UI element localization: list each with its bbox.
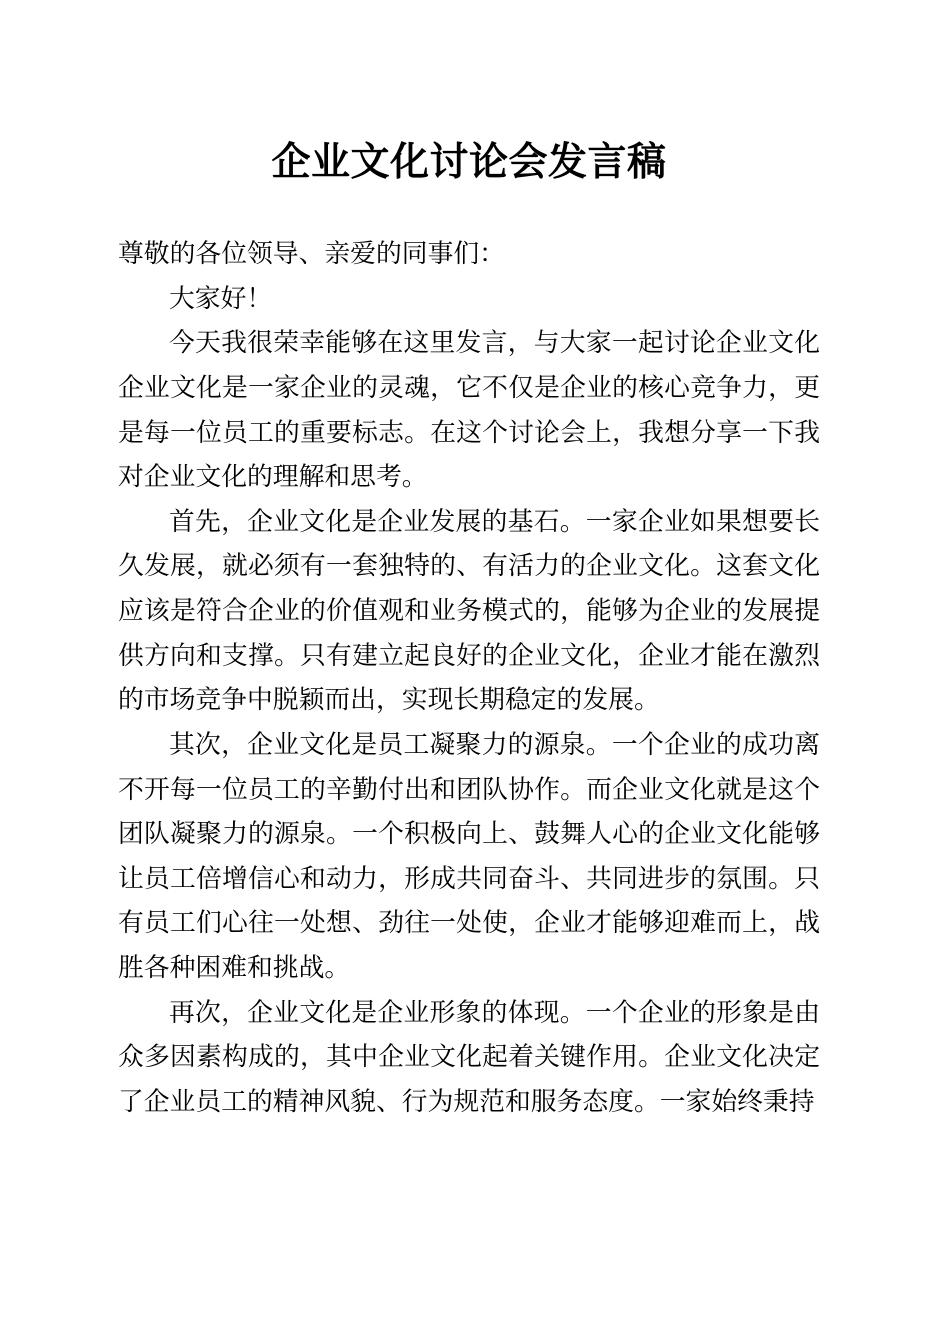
text-line: 胜各种困难和挑战。 (118, 953, 351, 982)
paragraph-6 (118, 991, 820, 1125)
document-title: 企业文化讨论会发言稿 (271, 141, 667, 184)
text-line: 的市场竞争中脱颖而出，实现长期稳定的发展。 (118, 685, 660, 715)
paragraph-2 (118, 277, 820, 322)
paragraph-5 (118, 723, 820, 991)
text-line: 今天我很荣幸能够在这里发言，与大家一起讨论企业文化 (169, 328, 820, 358)
text-line: 对企业文化的理解和思考。 (118, 462, 428, 492)
text-line: 尊敬的各位领导、亲爱的同事们： (118, 239, 505, 268)
text-line: 团队凝聚力的源泉。一个积极向上、鼓舞人心的企业文化能够 (118, 819, 820, 849)
text-line: 有员工们心往一处想、劲往一处使，企业才能够迎难而上，战 (118, 908, 820, 938)
paragraph-4 (118, 500, 820, 723)
paragraph-3 (118, 321, 820, 500)
text-line: 再次，企业文化是企业形象的体现。一个企业的形象是由 (169, 997, 820, 1027)
text-line: 是每一位员工的重要标志。在这个讨论会上，我想分享一下我 (118, 417, 820, 447)
text-line: 众多因素构成的，其中企业文化起着关键作用。企业文化决定 (118, 1042, 820, 1072)
text-line: 让员工倍增信心和动力，形成共同奋斗、共同进步的氛围。只 (118, 863, 820, 893)
text-line: 不开每一位员工的辛勤付出和团队协作。而企业文化就是这个 (118, 774, 820, 804)
text-line: 首先，企业文化是企业发展的基石。一家企业如果想要长 (169, 506, 820, 536)
text-line: 大家好！ (169, 283, 273, 313)
text-line: 应该是符合企业的价值观和业务模式的，能够为企业的发展提 (118, 596, 820, 625)
text-line: 了企业员工的精神风貌、行为规范和服务态度。一家始终秉持 (118, 1086, 815, 1116)
text-line: 其次，企业文化是员工凝聚力的源泉。一个企业的成功离 (169, 729, 820, 759)
paragraph-1 (118, 232, 820, 277)
text-line: 久发展，就必须有一套独特的、有活力的企业文化。这套文化 (118, 551, 820, 581)
text-line: 供方向和支撑。只有建立起良好的企业文化，企业才能在激烈 (118, 640, 820, 670)
document-body (118, 232, 820, 1125)
text-line: 企业文化是一家企业的灵魂，它不仅是企业的核心竞争力，更 (118, 372, 820, 402)
